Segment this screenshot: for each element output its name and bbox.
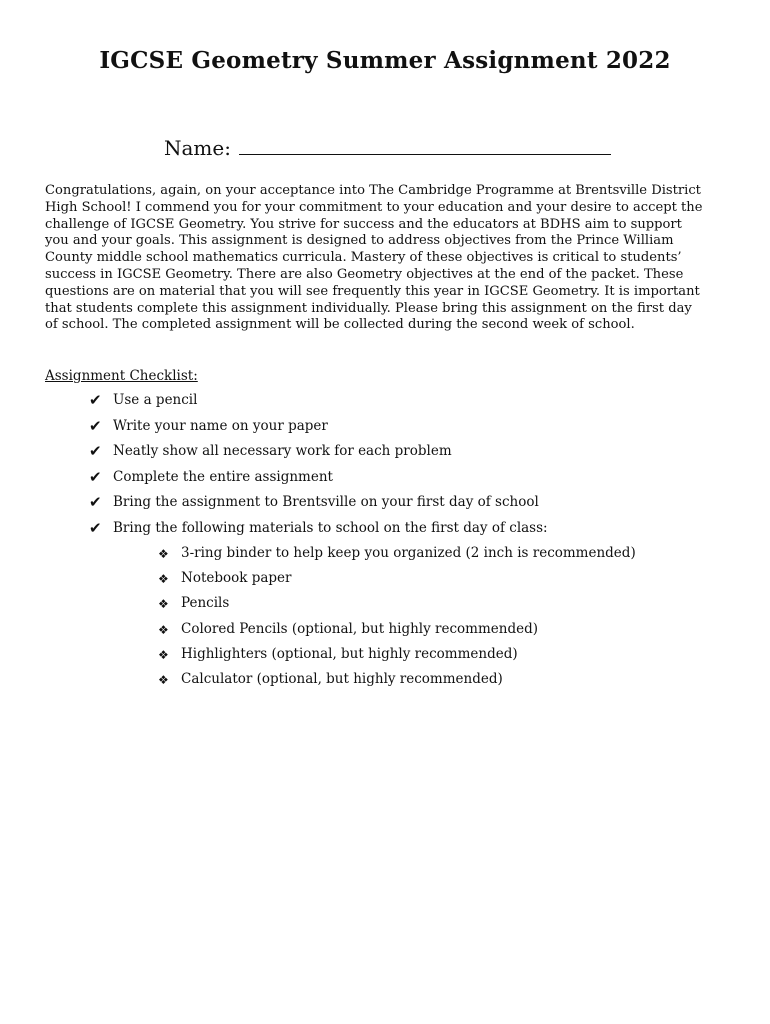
checklist-heading: Assignment Checklist: — [45, 368, 198, 384]
checklist-item — [89, 469, 548, 495]
checklist-item-label: Bring the following materials to school on the first day of class: — [113, 519, 548, 536]
materials-item — [158, 570, 636, 595]
intro-line: you and your goals. This assignment is designed to address objectives from the Prince William — [45, 233, 674, 249]
materials-item-label: 3-ring binder to help keep you organized (2 inch is recommended) — [181, 545, 636, 561]
checklist-item — [89, 494, 548, 520]
materials-item — [158, 646, 636, 671]
check-mark-icon: ✔ — [89, 391, 102, 409]
name-field — [164, 136, 611, 160]
name-label: Name: — [164, 136, 231, 160]
four-diamond-bullet-icon: ❖ — [158, 622, 169, 637]
materials-item — [158, 545, 636, 570]
materials-item-label: Highlighters (optional, but highly recommended) — [181, 645, 518, 662]
check-mark-icon: ✔ — [89, 416, 102, 435]
materials-list — [158, 545, 636, 696]
check-mark-icon: ✔ — [89, 518, 102, 537]
intro-line: Congratulations, again, on your acceptance into The Cambridge Programme at Brentsville District — [45, 183, 701, 198]
four-diamond-bullet-icon: ❖ — [158, 547, 169, 561]
checklist-item — [89, 418, 548, 444]
checklist-item — [89, 520, 548, 546]
check-mark-icon: ✔ — [89, 467, 102, 486]
intro-line: challenge of IGCSE Geometry. You strive for success and the educators at BDHS aim to support — [45, 216, 682, 232]
checklist-item-label: Write your name on your paper — [113, 417, 328, 434]
four-diamond-bullet-icon: ❖ — [158, 597, 169, 612]
check-mark-icon: ✔ — [89, 493, 102, 511]
checklist-item-label: Use a pencil — [113, 392, 198, 408]
materials-item-label: Calculator (optional, but highly recommended) — [181, 670, 503, 687]
checklist-item-label: Complete the entire assignment — [113, 468, 333, 485]
page-title: IGCSE Geometry Summer Assignment 2022 — [99, 47, 671, 74]
checklist-item — [89, 443, 548, 469]
assignment-checklist — [89, 392, 548, 545]
intro-paragraph — [45, 183, 717, 334]
four-diamond-bullet-icon: ❖ — [158, 572, 169, 587]
intro-line: County middle school mathematics curricula. Mastery of these objectives is critical to students’ — [45, 250, 682, 266]
materials-item — [158, 671, 636, 696]
intro-line: questions are on material that you will see frequently this year in IGCSE Geometry. It is important — [45, 283, 700, 299]
materials-item-label: Notebook paper — [181, 570, 292, 587]
name-blank-line — [239, 136, 611, 155]
intro-line: that students complete this assignment individually. Please bring this assignment on the first day — [45, 300, 692, 316]
intro-line: High School! I commend you for your commitment to your education and your desire to accept the — [45, 199, 703, 215]
materials-item-label: Colored Pencils (optional, but highly recommended) — [181, 620, 538, 637]
check-mark-icon: ✔ — [89, 442, 102, 460]
intro-line: success in IGCSE Geometry. There are also Geometry objectives at the end of the packet. These — [45, 266, 684, 282]
checklist-item-label: Bring the assignment to Brentsville on your first day of school — [113, 494, 539, 510]
four-diamond-bullet-icon: ❖ — [158, 672, 169, 687]
four-diamond-bullet-icon: ❖ — [158, 647, 169, 662]
materials-item-label: Pencils — [181, 595, 230, 612]
checklist-item — [89, 392, 548, 418]
materials-item — [158, 595, 636, 620]
materials-item — [158, 621, 636, 646]
intro-line: of school. The completed assignment will be collected during the second week of school. — [45, 317, 635, 333]
checklist-item-label: Neatly show all necessary work for each problem — [113, 443, 452, 459]
